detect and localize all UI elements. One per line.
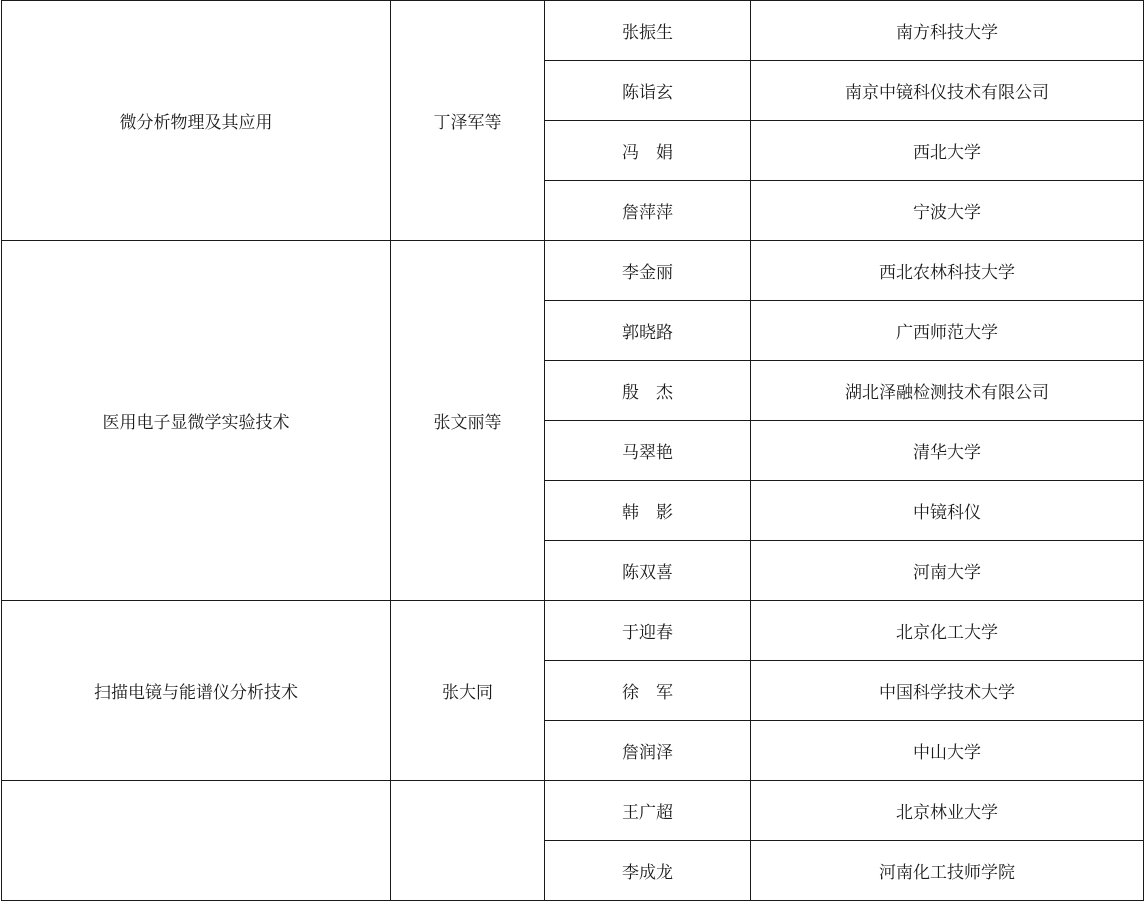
member-unit-cell: 广西师范大学 bbox=[751, 301, 1144, 361]
member-name-cell: 郭晓路 bbox=[545, 301, 751, 361]
member-unit-cell: 北京林业大学 bbox=[751, 781, 1144, 841]
member-unit-cell: 中山大学 bbox=[751, 721, 1144, 781]
member-name-cell: 徐 军 bbox=[545, 661, 751, 721]
table-row bbox=[2, 1, 1144, 61]
member-unit-cell: 中国科学技术大学 bbox=[751, 661, 1144, 721]
member-unit-cell: 湖北泽融检测技术有限公司 bbox=[751, 361, 1144, 421]
course-cell: 扫描电镜与能谱仪分析技术 bbox=[2, 601, 391, 781]
editor-cell: 张文丽等 bbox=[391, 241, 545, 601]
course-cell: 微分析物理及其应用 bbox=[2, 1, 391, 241]
table-row bbox=[2, 241, 1144, 301]
member-name-cell: 李成龙 bbox=[545, 841, 751, 901]
roster-table bbox=[1, 0, 1144, 901]
member-unit-cell: 河南大学 bbox=[751, 541, 1144, 601]
member-name-cell: 陈双喜 bbox=[545, 541, 751, 601]
member-name-cell: 马翠艳 bbox=[545, 421, 751, 481]
member-name-cell: 张振生 bbox=[545, 1, 751, 61]
member-unit-cell: 河南化工技师学院 bbox=[751, 841, 1144, 901]
member-unit-cell: 南方科技大学 bbox=[751, 1, 1144, 61]
member-unit-cell: 清华大学 bbox=[751, 421, 1144, 481]
member-name-cell: 冯 娟 bbox=[545, 121, 751, 181]
course-cell bbox=[2, 781, 391, 901]
member-name-cell: 韩 影 bbox=[545, 481, 751, 541]
member-name-cell: 詹润泽 bbox=[545, 721, 751, 781]
editor-cell: 丁泽军等 bbox=[391, 1, 545, 241]
member-unit-cell: 北京化工大学 bbox=[751, 601, 1144, 661]
table-row bbox=[2, 601, 1144, 661]
course-cell: 医用电子显微学实验技术 bbox=[2, 241, 391, 601]
member-name-cell: 殷 杰 bbox=[545, 361, 751, 421]
member-unit-cell: 南京中镜科仪技术有限公司 bbox=[751, 61, 1144, 121]
table-row bbox=[2, 781, 1144, 841]
editor-cell: 张大同 bbox=[391, 601, 545, 781]
member-unit-cell: 西北大学 bbox=[751, 121, 1144, 181]
editor-cell bbox=[391, 781, 545, 901]
member-name-cell: 陈诣玄 bbox=[545, 61, 751, 121]
member-unit-cell: 宁波大学 bbox=[751, 181, 1144, 241]
member-name-cell: 李金丽 bbox=[545, 241, 751, 301]
member-name-cell: 王广超 bbox=[545, 781, 751, 841]
member-unit-cell: 西北农林科技大学 bbox=[751, 241, 1144, 301]
member-name-cell: 詹萍萍 bbox=[545, 181, 751, 241]
member-unit-cell: 中镜科仪 bbox=[751, 481, 1144, 541]
member-name-cell: 于迎春 bbox=[545, 601, 751, 661]
